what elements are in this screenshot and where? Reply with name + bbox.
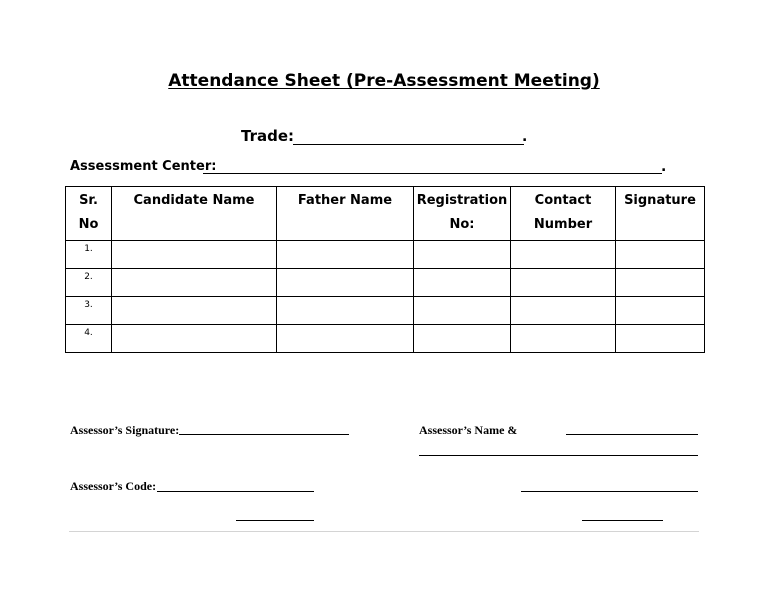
assessment-center-field-line[interactable] — [203, 173, 662, 174]
attendance-table — [65, 186, 705, 353]
contact-number-cell[interactable] — [511, 325, 616, 353]
right-short-line[interactable] — [582, 520, 663, 521]
assessor-code-label: Assessor’s Code: — [70, 479, 157, 493]
father-name-cell[interactable] — [277, 241, 414, 269]
row-number: 3. — [66, 297, 112, 325]
table-row — [66, 241, 705, 269]
registration-no-cell[interactable] — [414, 241, 511, 269]
trade-period: . — [522, 129, 528, 145]
father-name-cell[interactable] — [277, 269, 414, 297]
row-number: 4. — [66, 325, 112, 353]
signature-cell[interactable] — [616, 325, 705, 353]
assessor-signature-label: Assessor’s Signature: — [70, 423, 180, 437]
table-row — [66, 269, 705, 297]
page-title: Attendance Sheet (Pre-Assessment Meeting) — [168, 71, 600, 91]
assessor-name-label: Assessor’s Name & — [419, 423, 518, 437]
assessor-signature-line[interactable] — [179, 434, 349, 435]
signature-cell[interactable] — [616, 297, 705, 325]
father-name-cell[interactable] — [277, 297, 414, 325]
table-header-row — [66, 187, 705, 241]
candidate-name-cell[interactable] — [112, 297, 277, 325]
header-registration-no: Registration No: — [414, 187, 511, 241]
page-divider — [69, 531, 699, 532]
father-name-cell[interactable] — [277, 325, 414, 353]
left-short-line[interactable] — [236, 520, 314, 521]
registration-no-cell[interactable] — [414, 269, 511, 297]
candidate-name-cell[interactable] — [112, 241, 277, 269]
contact-number-cell[interactable] — [511, 269, 616, 297]
candidate-name-cell[interactable] — [112, 269, 277, 297]
header-signature: Signature — [616, 187, 705, 241]
trade-label: Trade: — [241, 127, 295, 145]
header-contact-number: Contact Number — [511, 187, 616, 241]
assessor-name-line-2[interactable] — [419, 455, 698, 456]
row-number: 1. — [66, 241, 112, 269]
contact-number-cell[interactable] — [511, 297, 616, 325]
header-candidate-name: Candidate Name — [112, 187, 277, 241]
signature-cell[interactable] — [616, 241, 705, 269]
assessor-code-line[interactable] — [157, 491, 314, 492]
right-blank-line[interactable] — [521, 491, 698, 492]
assessor-name-line[interactable] — [566, 434, 698, 435]
trade-field-line[interactable] — [293, 144, 524, 145]
registration-no-cell[interactable] — [414, 297, 511, 325]
header-sr-no: Sr. No — [66, 187, 112, 241]
table-row — [66, 325, 705, 353]
contact-number-cell[interactable] — [511, 241, 616, 269]
signature-cell[interactable] — [616, 269, 705, 297]
table-row — [66, 297, 705, 325]
row-number: 2. — [66, 269, 112, 297]
registration-no-cell[interactable] — [414, 325, 511, 353]
candidate-name-cell[interactable] — [112, 325, 277, 353]
assessment-center-label: Assessment Center: — [70, 159, 217, 174]
assessment-center-period: . — [661, 159, 667, 175]
header-father-name: Father Name — [277, 187, 414, 241]
